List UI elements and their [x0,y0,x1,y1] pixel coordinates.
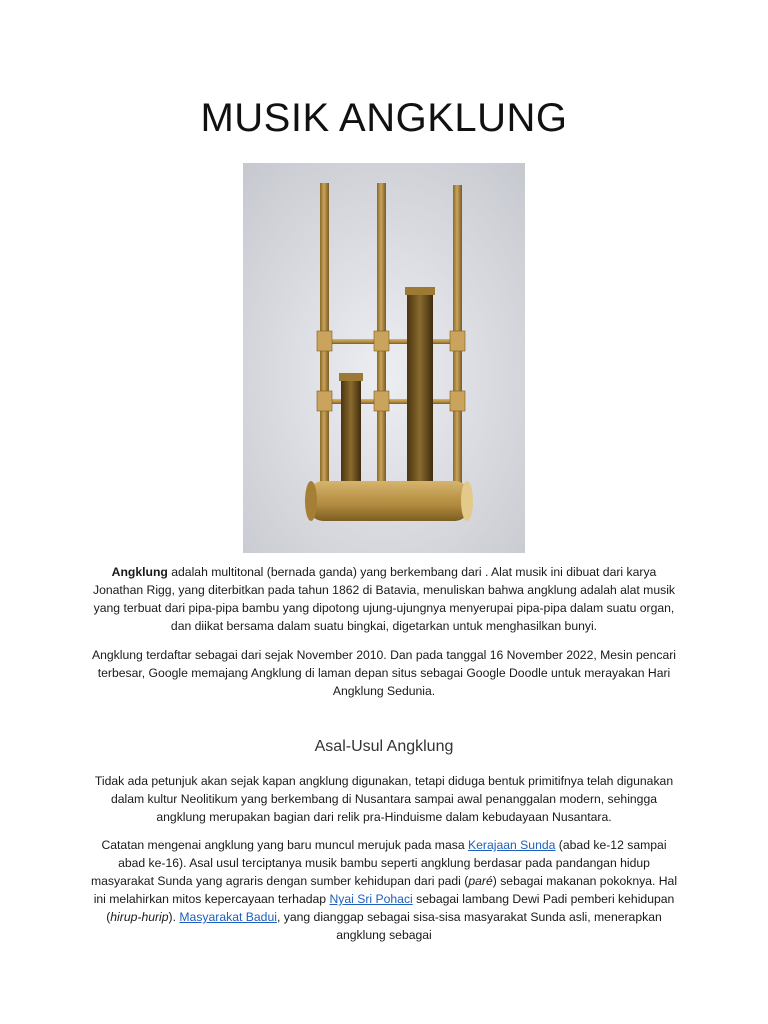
history-text-2: (abad ke-12 sampai abad ke-16). Asal usul terciptanya musik bambu seperti angklung berdasar pada pandangan hidup masyarakat Sunda yang agraris dengan sumber kehidupan dari padi ( [90,838,667,888]
origin-text: Tidak ada petunjuk akan sejak kapan angklung digunakan, tetapi diduga bentuk primitifnya telah digunakan dalam kultur Neolitikum yang berkembang di Nusantara sampai awal penanggalan modern, sehingga angklung merupakan bagian dari relik pra-Hinduisme dalam kebudayaan Nusantara. [94,774,674,824]
unesco-text: Angklung terdaftar sebagai dari sejak November 2010. Dan pada tanggal 16 November 2022, Mesin pencari terbesar, Google memajang Angklung di laman depan situs sebagai Google Doodle untuk merayakan Hari Angklung Sedunia. [91,648,676,698]
angklung-photo [243,163,525,553]
history-text-4: sebagai lambang Dewi Padi pemberi kehidupan ( [106,892,675,924]
intro-text: adalah multitonal (bernada ganda) yang berkembang dari . Alat musik ini dibuat dari karya Jonathan Rigg, yang diterbitkan pada tahun 1862 di Batavia, menuliskan bahwa angklung adalah alat musik yang terbuat dari pipa-pipa bambu yang dipotong ujung-ujungnya menyerupai pipa-pipa dalam suatu organ, dan diikat bersama dalam suatu bingkai, digetarkan untuk menghasilkan bunyi. [92,565,675,633]
intro-paragraph [88,563,680,635]
history-text-6: , yang dianggap sebagai sisa-sisa masyarakat Sunda asli, menerapkan angklung sebagai [276,910,662,942]
italic-pare: paré [468,874,493,888]
history-text-3: ) sebagai makanan pokoknya. Hal ini melahirkan mitos kepercayaan terhadap [93,874,678,906]
history-paragraph [88,836,680,944]
history-text-1: Catatan mengenai angklung yang baru muncul merujuk pada masa [101,838,468,852]
angklung-term: Angklung [111,565,168,579]
history-text-5: ). [168,910,180,924]
unesco-paragraph [88,646,680,700]
origin-paragraph [88,772,680,826]
link-kerajaan-sunda[interactable]: Kerajaan Sunda [468,838,556,852]
link-nyai-sri-pohaci[interactable]: Nyai Sri Pohaci [329,892,413,906]
page-title: MUSIK ANGKLUNG [200,96,568,140]
italic-hirup-hurip: hirup-hurip [110,910,169,924]
section-heading: Asal-Usul Angklung [314,738,454,755]
link-masyarakat-badui[interactable]: Masyarakat Badui [179,910,277,924]
